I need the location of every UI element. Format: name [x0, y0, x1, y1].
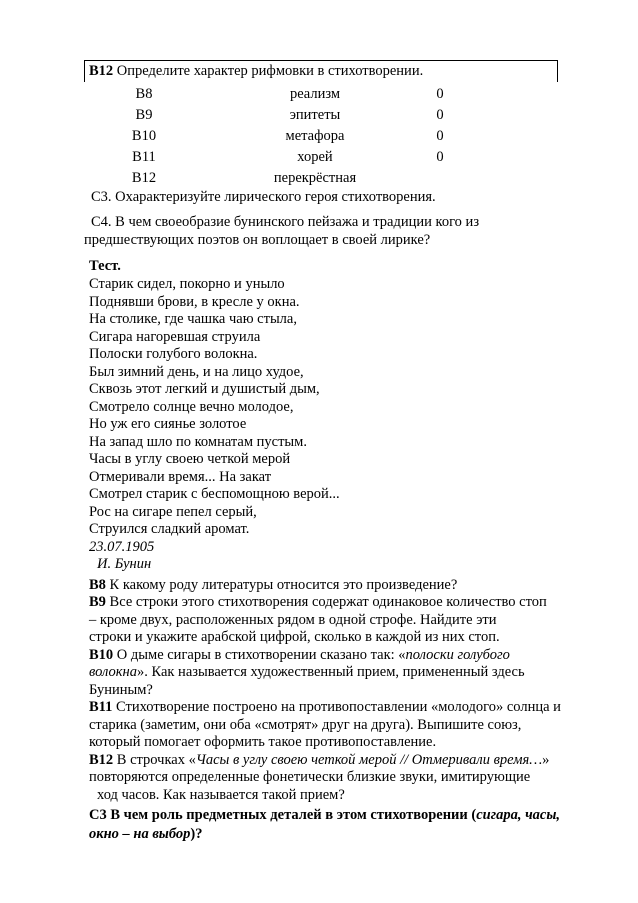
- table-cell-term: реализм: [289, 86, 341, 102]
- task-c3: С3. Охарактеризуйте лирического героя стихотворения.: [91, 189, 436, 205]
- poem-line: Полоски голубого волокна.: [89, 346, 258, 362]
- poem-line: Струился сладкий аромат.: [89, 521, 250, 537]
- poem-line: Смотрел старик с беспомощною верой...: [89, 486, 340, 502]
- table-cell-score: 0: [436, 128, 444, 144]
- question-quote: волокна: [89, 664, 137, 680]
- poem-line: На запад шло по комнатам пустым.: [89, 434, 307, 450]
- task-b12-header: [89, 63, 423, 79]
- question-c3: [89, 807, 560, 823]
- poem-line: На столике, где чашка чаю стыла,: [89, 311, 297, 327]
- poem-date: 23.07.1905: [89, 539, 155, 555]
- poem-line: Был зимний день, и на лицо худое,: [89, 364, 304, 380]
- test-heading: Тест.: [89, 258, 121, 274]
- table-border-top: [84, 60, 557, 61]
- question-text: ход часов. Как называется такой прием?: [97, 787, 345, 803]
- question-b9: [89, 594, 547, 610]
- question-b12: [89, 752, 549, 768]
- question-label: B9: [89, 594, 106, 610]
- question-b8: [89, 577, 457, 593]
- question-text: старика (заметим, они оба «смотрят» друг на друга). Выпишите союз,: [89, 717, 522, 733]
- task-b12-label: B12: [89, 63, 114, 79]
- poem-line: Но уж его сиянье золотое: [89, 416, 247, 432]
- table-cell-term: перекрёстная: [273, 170, 357, 186]
- poem-line: Сквозь этот легкий и душистый дым,: [89, 381, 320, 397]
- task-c4-line: предшествующих поэтов он воплощает в своей лирике?: [84, 232, 431, 248]
- question-text: ». Как называется художественный прием, примененный здесь: [136, 664, 525, 680]
- table-cell-code: B8: [135, 86, 153, 102]
- table-cell-term: эпитеты: [289, 107, 341, 123]
- poem-line: Часы в углу своею четкой мерой: [89, 451, 291, 467]
- table-cell-code: B12: [131, 170, 157, 186]
- question-quote: полоски голубого: [405, 647, 510, 663]
- table-cell-score: 0: [436, 107, 444, 123]
- table-border-left: [84, 60, 85, 82]
- question-text: К какому роду литературы относится это произведение?: [105, 577, 458, 593]
- question-text: который помогает оформить такое противопоставление.: [89, 734, 437, 750]
- poem-line: Старик сидел, покорно и уныло: [89, 276, 285, 292]
- question-text: )?: [190, 826, 203, 842]
- poem-author: И. Бунин: [97, 556, 152, 572]
- table-border-right: [557, 60, 558, 82]
- question-text: »: [542, 752, 550, 768]
- question-text: строки и укажите арабской цифрой, сколько в каждой из них стоп.: [89, 629, 500, 645]
- question-b10: [89, 647, 510, 663]
- question-quote: окно – на выбор: [89, 826, 191, 842]
- question-label: B12: [89, 752, 114, 768]
- question-label: B8: [89, 577, 106, 593]
- question-quote: Часы в углу своею четкой мерой // Отмеривали время…: [195, 752, 543, 768]
- poem-line: Сигара нагоревшая струила: [89, 329, 261, 345]
- question-c3-line2: [89, 826, 203, 842]
- question-label: B11: [89, 699, 113, 715]
- table-cell-code: B10: [131, 128, 157, 144]
- table-cell-term: метафора: [285, 128, 345, 144]
- poem-line: Рос на сигаре пепел серый,: [89, 504, 257, 520]
- question-text: С3 В чем роль предметных деталей в этом стихотворении (: [89, 807, 477, 823]
- poem-line: Поднявши брови, в кресле у окна.: [89, 294, 300, 310]
- question-text-line: [89, 664, 525, 680]
- question-label: B10: [89, 647, 114, 663]
- question-text: Буниным?: [89, 682, 153, 698]
- question-text: Все строки этого стихотворения содержат одинаковое количество стоп: [105, 594, 547, 610]
- question-text: повторяются определенные фонетически близкие звуки, имитирующие: [89, 769, 531, 785]
- table-cell-term: хорей: [297, 149, 333, 165]
- table-cell-code: B9: [135, 107, 153, 123]
- table-cell-score: 0: [436, 149, 444, 165]
- question-text: О дыме сигары в стихотворении сказано так: «: [113, 647, 406, 663]
- poem-line: Отмеривали время... На закат: [89, 469, 272, 485]
- question-text: Стихотворение построено на противопоставлении «молодого» солнца и: [112, 699, 561, 715]
- task-c4-line: С4. В чем своеобразие бунинского пейзажа и традиции кого из: [91, 214, 480, 230]
- question-quote: сигара, часы,: [476, 807, 561, 823]
- poem-line: Смотрело солнце вечно молодое,: [89, 399, 294, 415]
- table-cell-score: 0: [436, 86, 444, 102]
- task-b12-text: Определите характер рифмовки в стихотворении.: [113, 63, 424, 79]
- table-cell-code: B11: [132, 149, 156, 165]
- question-text: В строчках «: [113, 752, 196, 768]
- question-text: – кроме двух, расположенных рядом в одной строфе. Найдите эти: [89, 612, 497, 628]
- question-b11: [89, 699, 561, 715]
